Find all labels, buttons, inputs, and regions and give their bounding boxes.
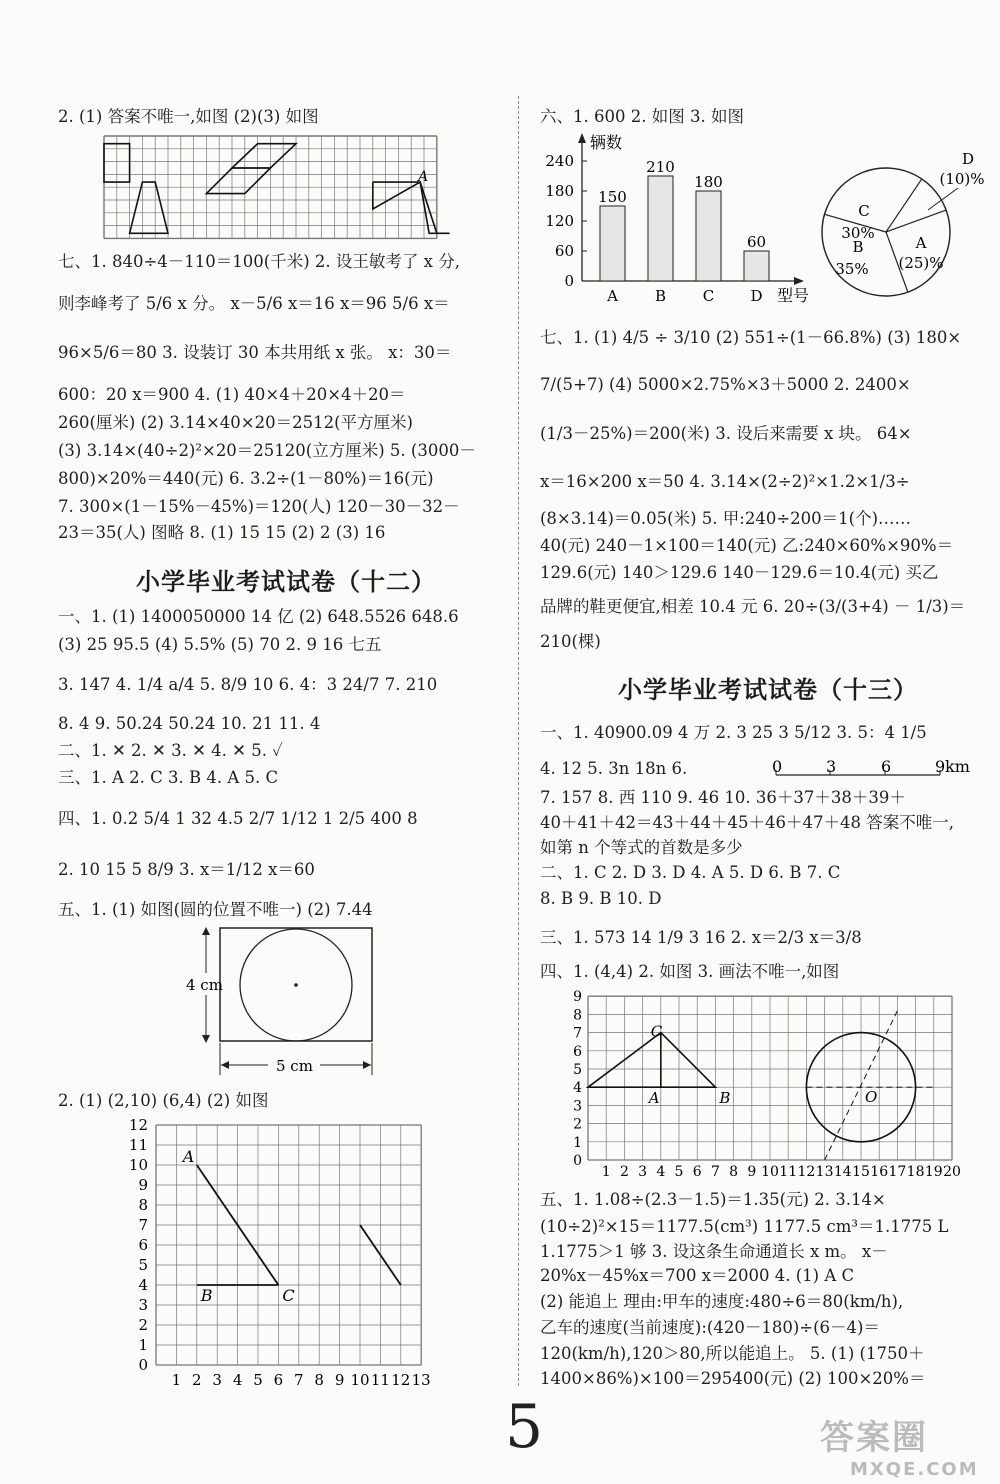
answer-line: 1400×86%)×100＝295400(元) (2) 100×20%＝ (540, 1369, 926, 1388)
answer-line: 7. 300×(1－15%－45%)＝120(人) 120－30－32－ (58, 497, 460, 516)
slice-label: D (961, 150, 975, 168)
x-tick-label: 7 (710, 1164, 720, 1180)
x-tick-label: 12 (797, 1164, 816, 1180)
scale-tick: 9 (935, 757, 946, 776)
answer-line: 二、1. C 2. D 3. D 4. A 5. D 6. B 7. C (540, 863, 841, 882)
scale-tick: 3 (826, 757, 837, 776)
answer-line: 二、1. ✕ 2. ✕ 3. ✕ 4. ✕ 5. ✓ (58, 741, 283, 760)
watermark-url: MXQE.COM (850, 1459, 979, 1480)
y-tick-label: 7 (573, 1025, 582, 1042)
watermark-text: 答案圈 (820, 1418, 928, 1458)
answer-line: (8×3.14)＝0.05(米) 5. 甲:240÷200＝1(个)…… (540, 509, 912, 528)
x-axis-title: 型号 (777, 286, 810, 305)
answer-line: 四、1. (4,4) 2. 如图 3. 画法不唯一,如图 (540, 962, 840, 981)
x-tick-label: 6 (692, 1164, 702, 1180)
x-tick-label: 11 (370, 1371, 390, 1389)
point-label-O: O (865, 1088, 878, 1107)
y-tick-label: 120 (545, 212, 574, 230)
bar-B (648, 176, 673, 281)
y-tick-label: 8 (573, 1007, 582, 1024)
y-tick-label: 9 (138, 1176, 148, 1194)
x-tick-label: 1 (171, 1371, 182, 1389)
slice-label: C (858, 202, 870, 220)
point-label-A: A (648, 1089, 660, 1108)
handwritten-page-mark: 5 (505, 1392, 544, 1462)
x-tick-label: C (702, 287, 715, 305)
x-tick-label: 13 (815, 1164, 834, 1180)
y-tick-label: 6 (573, 1043, 582, 1060)
x-tick-label: 3 (638, 1164, 648, 1180)
point-label: A (418, 169, 429, 186)
answer-line: 五、1. 1.08÷(2.3－1.5)＝1.35(元) 2. 3.14× (540, 1190, 886, 1209)
answer-line: 四、1. 0.2 5/4 1 32 4.5 2/7 1/12 1 2/5 400 8 (58, 809, 418, 828)
y-tick-label: 3 (573, 1098, 582, 1115)
point-label-C: C (282, 1286, 295, 1305)
slice-label: B (852, 238, 864, 256)
x-tick-label: 14 (833, 1164, 852, 1180)
y-axis-title: 辆数 (590, 133, 623, 152)
answer-line: 8. 4 9. 50.24 50.24 10. 21 11. 4 (58, 714, 321, 733)
bar-D (744, 251, 769, 281)
answer-line: 20%x－45%x＝700 x＝2000 4. (1) A C (540, 1266, 855, 1285)
point-label-C: C (650, 1022, 663, 1041)
x-tick-label: 7 (294, 1371, 304, 1389)
scale-bar (770, 758, 970, 784)
answer-line: 2. (1) (2,10) (6,4) (2) 如图 (58, 1091, 269, 1110)
answer-line: 4. 12 5. 3n 18n 6. (540, 759, 688, 778)
answer-line: 40＋41＋42＝43＋44＋45＋46＋47＋48 答案不唯一, (540, 813, 954, 832)
x-tick-label: 13 (411, 1371, 431, 1389)
coordinate-grid-figure (550, 988, 970, 1188)
y-tick-label: 1 (573, 1134, 582, 1151)
answer-line: 七、1. 840÷4－110＝100(千米) 2. 设王敏考了 x 分, (58, 252, 460, 271)
point-label-B: B (200, 1286, 213, 1305)
y-tick-label: 7 (138, 1216, 148, 1234)
answer-line: 120(km/h),120＞80,所以能追上。 5. (1) (1750＋ (540, 1344, 925, 1363)
x-tick-label: 2 (619, 1164, 629, 1180)
x-tick-label: 2 (192, 1371, 202, 1389)
x-tick-label: 15 (852, 1164, 870, 1180)
x-tick-label: 17 (888, 1164, 907, 1180)
y-tick-label: 2 (573, 1116, 582, 1133)
y-tick-label: 180 (545, 182, 574, 200)
y-axis-arrow (578, 133, 586, 143)
answer-line: 7/(5+7) (4) 5000×2.75%×3＋5000 2. 2400× (540, 375, 911, 394)
answer-line: 2. 10 15 5 8/9 3. x＝1/12 x＝60 (58, 860, 315, 879)
answer-line: 40(元) 240－1×100＝140(元) 乙:240×60%×90%＝ (540, 536, 954, 555)
exam-title-13: 小学毕业考试试卷（十三） (618, 676, 918, 704)
slice-value: 30% (841, 224, 875, 242)
answer-line: 七、1. (1) 4/5 ÷ 3/10 (2) 551÷(1－66.8%) (3) 180× (540, 328, 962, 347)
x-axis-arrow (794, 277, 804, 285)
answer-line: (1/3－25%)＝200(米) 3. 设后来需要 x 块。 64× (540, 424, 912, 443)
answer-line: 乙车的速度(当前速度):(420－180)÷(6－4)＝ (540, 1318, 880, 1337)
point-label-B: B (719, 1089, 731, 1108)
x-tick-label: 11 (779, 1164, 798, 1180)
answer-line: 96×5/6＝80 3. 设装订 30 本共用纸 x 张。 x：30＝ (58, 343, 452, 362)
x-tick-label: 3 (212, 1371, 222, 1389)
x-tick-label: 8 (314, 1371, 324, 1389)
y-tick-label: 5 (138, 1256, 148, 1274)
y-tick-label: 4 (138, 1276, 148, 1294)
y-tick-label: 3 (138, 1296, 148, 1314)
answer-line: x＝16×200 x＝50 4. 3.14×(2÷2)²×1.2×1/3÷ (540, 472, 910, 491)
answer-line: 600：20 x＝900 4. (1) 40×4＋20×4＋20＝ (58, 385, 406, 404)
y-tick-label: 0 (573, 1153, 582, 1169)
answer-line: 210(棵) (540, 632, 601, 651)
leader-line (928, 188, 958, 210)
x-tick-label: A (607, 287, 618, 305)
x-tick-label: D (750, 287, 763, 305)
bar-A (600, 206, 625, 281)
y-tick-label: 8 (138, 1196, 148, 1214)
y-tick-label: 10 (128, 1156, 148, 1174)
data-label: 60 (746, 233, 767, 251)
x-tick-label: 5 (674, 1164, 684, 1180)
slice-value: 35% (835, 260, 869, 278)
data-label: 180 (694, 173, 723, 191)
scale-tick: 6 (881, 757, 892, 776)
y-tick-label: 60 (554, 242, 574, 260)
scale-tick: 0 (772, 757, 783, 776)
column-divider (518, 96, 519, 1386)
x-tick-label: 9 (334, 1371, 345, 1389)
grid-figure-shapes (104, 136, 440, 244)
slice-divider (886, 210, 946, 232)
answer-line: 六、1. 600 2. 如图 3. 如图 (540, 107, 744, 126)
parallelogram-shape (232, 144, 296, 168)
answer-line: 如第 n 个等式的首数是多少 (540, 838, 743, 857)
y-tick-label: 6 (138, 1236, 148, 1254)
width-label: 5 cm (276, 1057, 313, 1075)
y-tick-label: 11 (128, 1136, 148, 1154)
slice-value: (25)% (898, 254, 944, 272)
x-tick-label: 18 (906, 1164, 925, 1180)
x-tick-label: 4 (656, 1164, 666, 1180)
x-tick-label: B (654, 287, 667, 305)
x-tick-label: 16 (870, 1164, 889, 1180)
x-tick-label: 5 (253, 1371, 263, 1389)
data-label: 210 (646, 158, 675, 176)
answer-line: 1.1775＞1 够 3. 设这条生命通道长 x m。 x－ (540, 1242, 888, 1261)
y-tick-label: 9 (573, 989, 582, 1006)
y-tick-label: 12 (128, 1116, 148, 1134)
x-tick-label: 19 (924, 1164, 943, 1180)
answer-line: 五、1. (1) 如图(圆的位置不唯一) (2) 7.44 (58, 900, 373, 919)
answer-line: 一、1. (1) 1400050000 14 亿 (2) 648.5526 648.6 (58, 607, 459, 626)
x-tick-label: 9 (747, 1164, 757, 1180)
slice-label: A (915, 234, 927, 252)
answer-line: (10÷2)²×15＝1177.5(cm³) 1177.5 cm³＝1.1775 L (540, 1217, 949, 1236)
exam-title-12: 小学毕业考试试卷（十二） (136, 568, 436, 596)
x-tick-label: 10 (761, 1164, 779, 1180)
x-tick-label: 4 (232, 1371, 243, 1389)
answer-line: 260(厘米) (2) 3.14×40×20＝2512(平方厘米) (58, 413, 413, 432)
y-tick-label: 4 (573, 1080, 582, 1097)
y-tick-label: 1 (138, 1336, 148, 1354)
answer-line: 800)×20%＝440(元) 6. 3.2÷(1－80%)＝16(元) (58, 469, 434, 488)
parallelogram-shape (206, 168, 270, 194)
y-tick-label: 5 (573, 1062, 582, 1078)
x-tick-label: 20 (943, 1164, 961, 1180)
answer-line: 129.6(元) 140＞129.6 140－129.6＝10.4(元) 买乙 (540, 563, 939, 582)
pie-chart (816, 150, 985, 310)
y-tick-label: 0 (138, 1356, 148, 1374)
x-tick-label: 8 (729, 1164, 739, 1180)
answer-line: 3. 147 4. 1/4 a/4 5. 8/9 10 6. 4：3 24/7 7. 210 (58, 675, 438, 694)
y-tick-label: 0 (564, 272, 574, 290)
answer-line: 三、1. 573 14 1/9 3 16 2. x＝2/3 x＝3/8 (540, 928, 862, 947)
answer-line: 三、1. A 2. C 3. B 4. A 5. C (58, 768, 279, 787)
x-tick-label: 10 (350, 1371, 370, 1389)
answer-line: 一、1. 40900.09 4 万 2. 3 25 3 5/12 3. 5：4 1/5 (540, 723, 927, 742)
answer-line: 8. B 9. B 10. D (540, 889, 662, 908)
y-tick-label: 2 (138, 1316, 148, 1334)
scale-unit: km (945, 757, 970, 776)
x-tick-label: 6 (273, 1371, 284, 1389)
height-label: 4 cm (186, 976, 223, 994)
answer-line: (3) 3.14×(40÷2)²×20＝25120(立方厘米) 5. (3000－ (58, 441, 476, 460)
bar-C (696, 191, 721, 281)
x-tick-label: 12 (391, 1371, 411, 1389)
triangle-shape (588, 1033, 715, 1088)
x-tick-label: 1 (601, 1164, 611, 1180)
answer-line: (2) 能追上 理由:甲车的速度:480÷6＝80(km/h), (540, 1292, 904, 1311)
answer-line: 23＝35(人) 图略 8. (1) 15 15 (2) 2 (3) 16 (58, 523, 386, 542)
watermark-logo (820, 1410, 990, 1480)
coordinate-grid-figure (128, 1112, 508, 1392)
answer-line: 7. 157 8. 西 110 9. 46 10. 36＋37＋38＋39＋ (540, 788, 906, 807)
circle-in-rectangle-figure (184, 925, 384, 1075)
answer-line: (3) 25 95.5 (4) 5.5% (5) 70 2. 9 16 七五 (58, 635, 382, 654)
slice-value: (10)% (939, 170, 985, 188)
data-label: 150 (598, 188, 627, 206)
slice-divider (886, 179, 922, 232)
y-tick-label: 240 (545, 152, 574, 170)
bar-chart (536, 128, 816, 308)
answer-line: 2. (1) 答案不唯一,如图 (2)(3) 如图 (58, 107, 319, 126)
point-label-A: A (182, 1147, 195, 1166)
answer-line: 品牌的鞋更便宜,相差 10.4 元 6. 20÷(3/(3+4) － 1/3)＝ (540, 597, 966, 616)
answer-line: 则李峰考了 5/6 x 分。 x－5/6 x＝16 x＝96 5/6 x＝ (58, 294, 450, 313)
